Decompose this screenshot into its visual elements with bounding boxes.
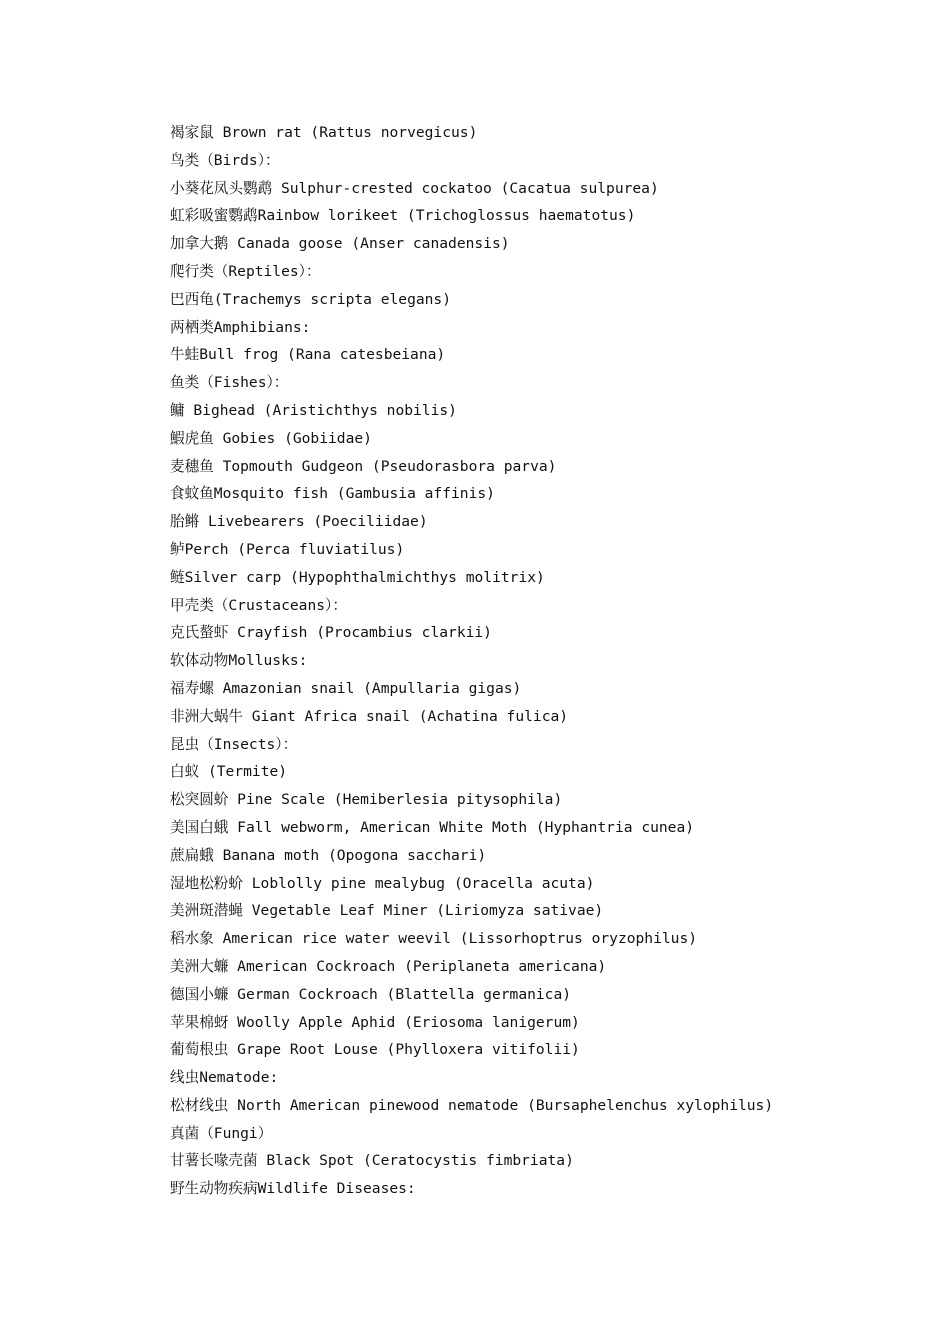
entry-loblolly-pine-mealybug: 湿地松粉蚧 Loblolly pine mealybug (Oracella acuta) [170, 874, 595, 892]
entry-sulphur-crested-cockatoo: 小葵花凤头鹦鹉 Sulphur-crested cockatoo (Cacatua sulpurea) [170, 179, 659, 197]
entry-black-spot: 甘薯长喙壳菌 Black Spot (Ceratocystis fimbriata) [170, 1152, 574, 1170]
entry-rainbow-lorikeet: 虹彩吸蜜鹦鹉Rainbow lorikeet (Trichoglossus haematotus) [170, 207, 636, 225]
entry-mosquito-fish: 食蚊鱼Mosquito fish (Gambusia affinis) [170, 485, 495, 503]
entry-giant-africa-snail: 非洲大蜗牛 Giant Africa snail (Achatina fulica) [170, 707, 569, 725]
entry-amazonian-snail: 福寿螺 Amazonian snail (Ampullaria gigas) [170, 679, 522, 697]
entry-fall-webworm: 美国白蛾 Fall webworm, American White Moth (Hyphantria cunea) [170, 818, 695, 836]
heading-mollusks: 软体动物Mollusks: [170, 652, 308, 670]
entry-canada-goose: 加拿大鹅 Canada goose (Anser canadensis) [170, 235, 510, 253]
entry-grape-root-louse: 葡萄根虫 Grape Root Louse (Phylloxera vitifolii) [170, 1041, 580, 1059]
entry-german-cockroach: 德国小蠊 German Cockroach (Blattella germanica) [170, 985, 572, 1003]
entry-banana-moth: 蔗扁蛾 Banana moth (Opogona sacchari) [170, 846, 487, 864]
entry-vegetable-leaf-miner: 美洲斑潜蝇 Vegetable Leaf Miner (Liriomyza sativae) [170, 902, 604, 920]
heading-insects: 昆虫（Insects）： [170, 735, 298, 753]
entry-pine-scale: 松突圆蚧 Pine Scale (Hemiberlesia pitysophila) [170, 791, 563, 809]
entry-topmouth-gudgeon: 麦穗鱼 Topmouth Gudgeon (Pseudorasbora parva) [170, 457, 557, 475]
heading-birds: 鸟类（Birds）： [170, 151, 280, 169]
heading-fishes: 鱼类（Fishes）： [170, 374, 289, 392]
heading-fungi: 真菌（Fungi） [170, 1124, 273, 1142]
entry-crayfish: 克氏螯虾 Crayfish (Procambius clarkii) [170, 624, 492, 642]
document-page [170, 119, 910, 1203]
entry-pinewood-nematode: 松材线虫 North American pinewood nematode (Bursaphelenchus xylophilus) [170, 1096, 774, 1114]
heading-nematode: 线虫Nematode: [170, 1069, 279, 1087]
entry-termite: 白蚁 (Termite) [170, 763, 288, 781]
entry-perch: 鲈Perch (Perca fluviatilus) [170, 540, 405, 558]
entry-rice-water-weevil: 稻水象 American rice water weevil (Lissorhoptrus oryzophilus) [170, 930, 698, 948]
entry-silver-carp: 鲢Silver carp (Hypophthalmichthys molitrix) [170, 568, 545, 586]
heading-wildlife-diseases: 野生动物疾病Wildlife Diseases: [170, 1180, 416, 1198]
entry-gobies: 鰕虎鱼 Gobies (Gobiidae) [170, 429, 372, 447]
entry-american-cockroach: 美洲大蠊 American Cockroach (Periplaneta americana) [170, 957, 607, 975]
entry-bull-frog: 牛蛙Bull frog (Rana catesbeiana) [170, 346, 446, 364]
entry-red-eared-slider: 巴西龟(Trachemys scripta elegans) [170, 290, 452, 308]
entry-livebearers: 胎鳉 Livebearers (Poeciliidae) [170, 513, 428, 531]
heading-amphibians: 两栖类Amphibians: [170, 318, 311, 336]
entry-woolly-apple-aphid: 苹果棉蚜 Woolly Apple Aphid (Eriosoma lanigerum) [170, 1013, 580, 1031]
entry-brown-rat: 褐家鼠 Brown rat (Rattus norvegicus) [170, 124, 478, 141]
heading-crustaceans: 甲壳类（Crustaceans）： [170, 596, 347, 614]
heading-reptiles: 爬行类（Reptiles）： [170, 262, 321, 280]
entry-bighead: 鳙 Bighead (Aristichthys nobilis) [170, 401, 457, 419]
